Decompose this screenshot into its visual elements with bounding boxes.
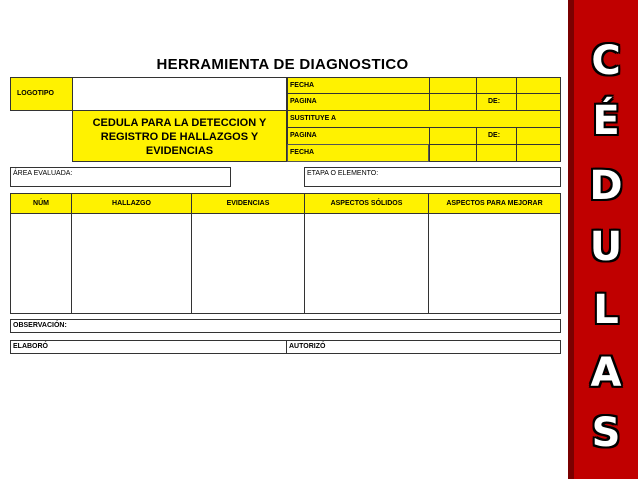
banner-letter-c: C bbox=[591, 38, 621, 84]
observacion-label: OBSERVACIÓN: bbox=[13, 322, 67, 329]
grid-line-3 bbox=[516, 77, 517, 111]
col-aspectos-mejorar-header: ASPECTOS PARA MEJORAR bbox=[428, 193, 561, 214]
logo-label: LOGOTIPO bbox=[17, 90, 54, 97]
elaboro-field[interactable] bbox=[10, 340, 287, 354]
grid-line-4 bbox=[429, 127, 430, 162]
pagina-label: PAGINA bbox=[290, 98, 317, 105]
col-evidencias-header: EVIDENCIAS bbox=[191, 193, 305, 214]
col-num-header: NÚM bbox=[10, 193, 72, 214]
de-label: DE: bbox=[488, 98, 501, 105]
fecha-label: FECHA bbox=[290, 82, 315, 89]
banner-letter-l: L bbox=[593, 287, 619, 333]
grid-line-5 bbox=[476, 127, 477, 162]
col-aspectos-solidos-cell[interactable] bbox=[304, 213, 429, 314]
logo-cell bbox=[10, 77, 73, 111]
autorizo-field[interactable] bbox=[286, 340, 561, 354]
fecha-2-label: FECHA bbox=[290, 149, 315, 156]
fecha-2-input-box[interactable] bbox=[287, 144, 429, 162]
row-pagina bbox=[287, 93, 561, 111]
page-title: HERRAMIENTA DE DIAGNOSTICO bbox=[156, 56, 409, 73]
side-banner bbox=[568, 0, 638, 479]
pagina-2-label: PAGINA bbox=[290, 132, 317, 139]
cedula-title-cell bbox=[72, 110, 287, 162]
de-2-label: DE: bbox=[488, 132, 501, 139]
grid-line-1 bbox=[429, 77, 430, 111]
banner-letter-d: D bbox=[589, 163, 623, 209]
etapa-field[interactable] bbox=[304, 167, 561, 187]
elaboro-label: ELABORÓ bbox=[13, 343, 48, 350]
cedula-title-line-3: EVIDENCIAS bbox=[145, 145, 214, 157]
row-sustituye bbox=[287, 110, 561, 128]
grid-line-6 bbox=[516, 127, 517, 162]
row-pagina-2 bbox=[287, 127, 561, 145]
banner-letter-a: A bbox=[590, 350, 622, 396]
col-evidencias-cell[interactable] bbox=[191, 213, 305, 314]
sustituye-label: SUSTITUYE A bbox=[290, 115, 337, 122]
row-fecha bbox=[287, 77, 561, 94]
etapa-label: ETAPA O ELEMENTO: bbox=[307, 170, 379, 177]
grid-line-2 bbox=[476, 77, 477, 111]
col-hallazgo-cell[interactable] bbox=[71, 213, 192, 314]
col-aspectos-solidos-header: ASPECTOS SÓLIDOS bbox=[304, 193, 429, 214]
area-evaluada-label: ÁREA EVALUADA: bbox=[13, 170, 73, 177]
area-evaluada-field[interactable] bbox=[10, 167, 231, 187]
logo-blank-cell bbox=[72, 77, 287, 111]
autorizo-label: AUTORIZÓ bbox=[289, 343, 326, 350]
banner-letter-s: S bbox=[591, 410, 621, 456]
banner-letter-u: U bbox=[589, 224, 623, 270]
observacion-field[interactable] bbox=[10, 319, 561, 333]
col-num-cell[interactable] bbox=[10, 213, 72, 314]
cedula-title-line-1: CEDULA PARA LA DETECCION Y bbox=[92, 117, 267, 129]
col-hallazgo-header: HALLAZGO bbox=[71, 193, 192, 214]
cedula-title-line-2: REGISTRO DE HALLAZGOS Y bbox=[100, 131, 259, 143]
banner-letter-e: É bbox=[592, 98, 620, 144]
col-aspectos-mejorar-cell[interactable] bbox=[428, 213, 561, 314]
